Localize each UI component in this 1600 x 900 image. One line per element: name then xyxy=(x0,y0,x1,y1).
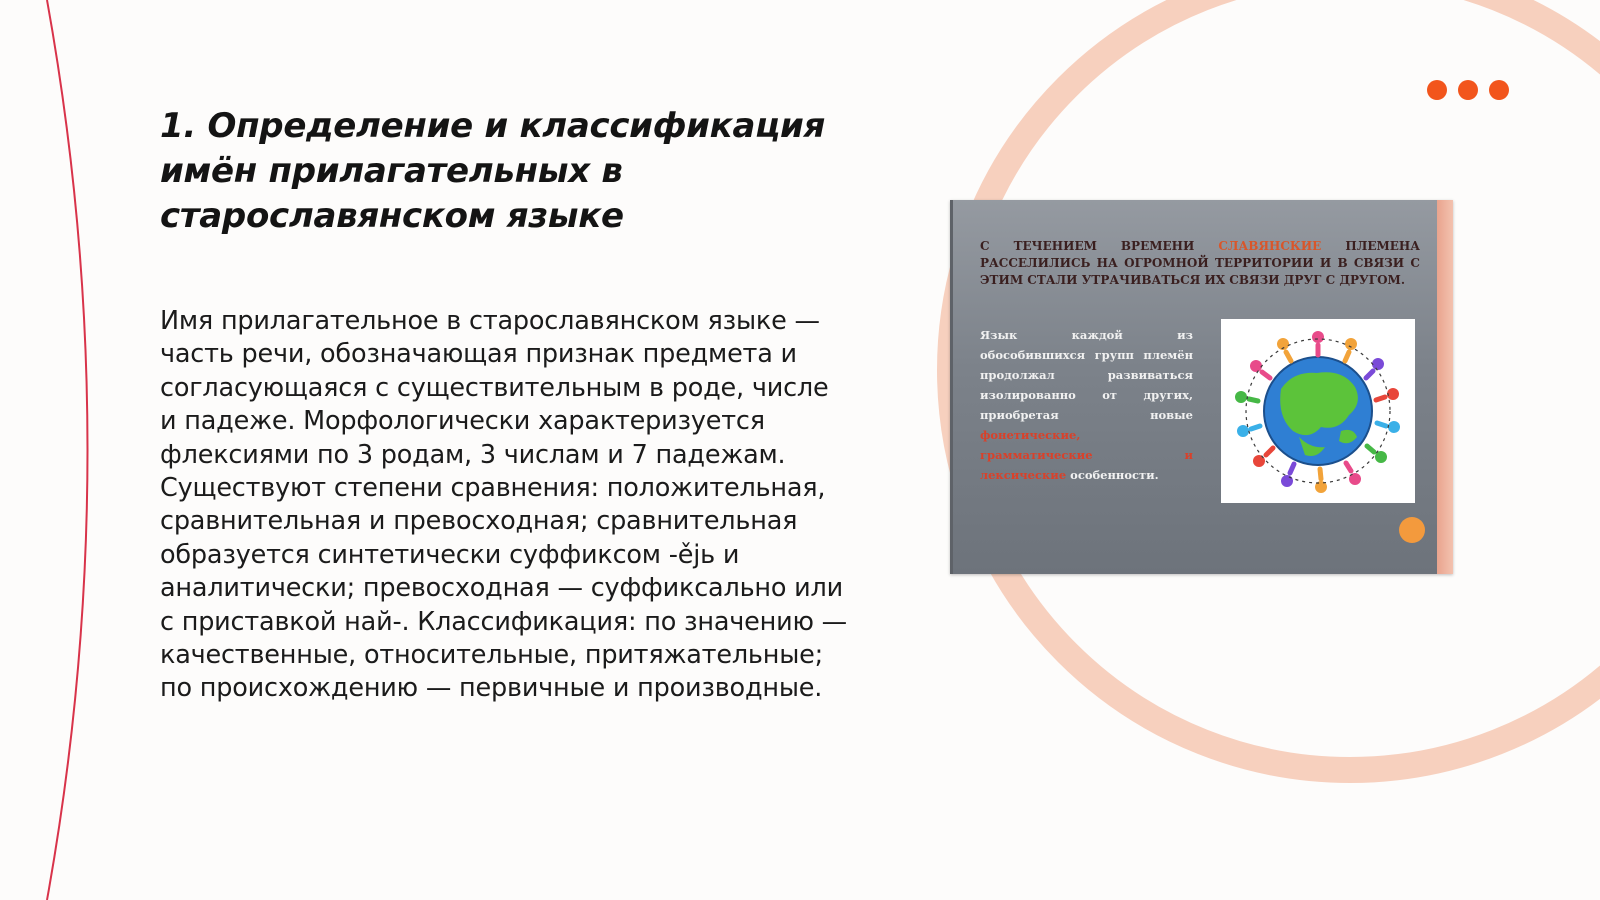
image-header-text xyxy=(980,238,1420,289)
image-header-part: С ТЕЧЕНИЕМ ВРЕМЕНИ xyxy=(980,239,1195,253)
dot xyxy=(1458,80,1478,100)
image-body-part: особенности. xyxy=(1070,468,1159,482)
slide-title: 1. Определение и классификация имён прилагательных в старославянском языке xyxy=(160,106,826,236)
image-body-text xyxy=(980,325,1193,485)
image-body-part: Язык каждой из обособившихся групп племён продолжал развиваться изолированно от других, приобретая новые xyxy=(980,328,1193,422)
image-header-part: ПЛЕМЕНА РАССЕЛИЛИСЬ НА ОГРОМНОЙ ТЕРРИТОРИИ И В СВЯЗИ С ЭТИМ СТАЛИ УТРАЧИВАТЬСЯ ИХ СВЯЗИ ДРУГ С ДРУГОМ. xyxy=(980,239,1421,287)
three-dots-icon xyxy=(1427,80,1509,100)
slide-image xyxy=(950,200,1453,574)
image-header-highlight: СЛАВЯНСКИЕ xyxy=(1218,239,1322,253)
slide-body-text: Имя прилагательное в старославянском языке — часть речи, обозначающая признак предмета и согласующаяся с существительным в роде, числе и падеже. Морфологически характеризуется флексиями по 3 родам, 3 числам и 7 падежам. Существуют степени сравнения: положительная, сравнительная и превосходная; сравнительная образуется синтетически суффиксом -ějь и аналитически; превосходная — суффиксально или с приставкой най-. Классификация: по значению — качественные, относительные, притяжательные; по происхождению — первичные и производные. xyxy=(160,306,847,704)
globe-with-people-icon xyxy=(1221,319,1415,503)
globe-picture xyxy=(1221,319,1415,503)
left-curve-line xyxy=(47,0,88,900)
dot xyxy=(1489,80,1509,100)
dot xyxy=(1427,80,1447,100)
image-body-highlight: фонетические, грамматические и лексические xyxy=(980,428,1193,482)
image-side-stripe xyxy=(1437,200,1453,574)
image-orange-dot xyxy=(1399,517,1425,543)
